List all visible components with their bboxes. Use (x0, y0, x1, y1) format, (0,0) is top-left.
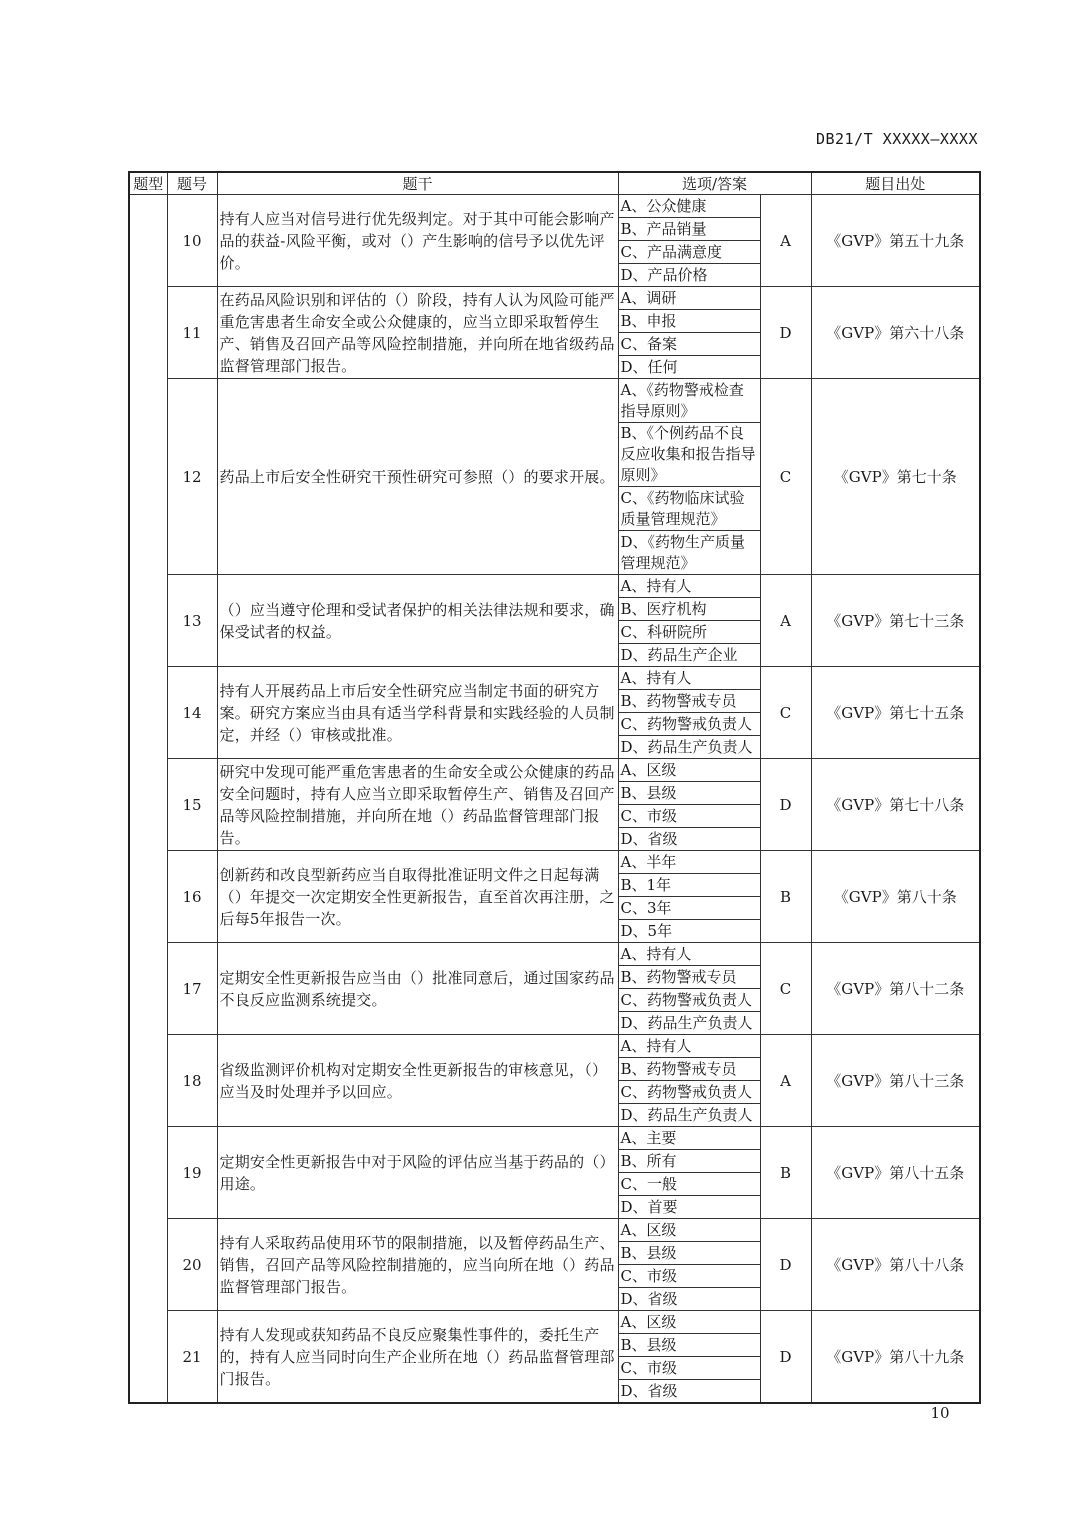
column-header-source: 题目出处 (811, 172, 980, 195)
table-row (129, 195, 980, 218)
option-cell: D、任何 (618, 356, 760, 379)
answer-cell: D (760, 287, 811, 379)
column-header-type: 题型 (129, 172, 167, 195)
option-cell: A、持有人 (618, 667, 760, 690)
question-stem: （）应当遵守伦理和受试者保护的相关法律法规和要求，确保受试者的权益。 (217, 575, 618, 667)
option-cell: B、申报 (618, 310, 760, 333)
source-cell: 《GVP》第七十八条 (811, 759, 980, 851)
option-cell: C、药物警戒负责人 (618, 1081, 760, 1104)
table-row (129, 1035, 980, 1058)
source-cell: 《GVP》第八十九条 (811, 1311, 980, 1404)
option-cell: C、产品满意度 (618, 241, 760, 264)
question-number: 20 (167, 1219, 217, 1311)
source-cell: 《GVP》第五十九条 (811, 195, 980, 287)
answer-cell: D (760, 1311, 811, 1404)
question-stem: 药品上市后安全性研究干预性研究可参照（）的要求开展。 (217, 379, 618, 575)
source-cell: 《GVP》第八十三条 (811, 1035, 980, 1127)
question-table (128, 171, 981, 1404)
option-cell: D、药品生产企业 (618, 644, 760, 667)
option-cell: D、《药物生产质量管理规范》 (618, 531, 760, 575)
question-stem: 持有人开展药品上市后安全性研究应当制定书面的研究方案。研究方案应当由具有适当学科背景和实践经验的人员制定，并经（）审核或批准。 (217, 667, 618, 759)
question-type-cell (129, 195, 167, 1404)
question-stem: 研究中发现可能严重危害患者的生命安全或公众健康的药品安全问题时，持有人应当立即采取暂停生产、销售及召回产品等风险控制措施，并向所在地（）药品监督管理部门报告。 (217, 759, 618, 851)
question-number: 15 (167, 759, 217, 851)
table-row (129, 943, 980, 966)
page-number: 10 (930, 1404, 950, 1422)
option-cell: C、药物警戒负责人 (618, 713, 760, 736)
option-cell: B、所有 (618, 1150, 760, 1173)
table-header-row (129, 172, 980, 195)
option-cell: A、主要 (618, 1127, 760, 1150)
answer-cell: C (760, 667, 811, 759)
option-cell: C、《药物临床试验质量管理规范》 (618, 487, 760, 531)
answer-cell: D (760, 759, 811, 851)
option-cell: C、市级 (618, 805, 760, 828)
table-row (129, 667, 980, 690)
option-cell: A、持有人 (618, 575, 760, 598)
answer-cell: D (760, 1219, 811, 1311)
option-cell: C、市级 (618, 1357, 760, 1380)
table-row (129, 1311, 980, 1334)
option-cell: B、1年 (618, 874, 760, 897)
table-row (129, 759, 980, 782)
answer-cell: C (760, 943, 811, 1035)
source-cell: 《GVP》第七十条 (811, 379, 980, 575)
question-number: 18 (167, 1035, 217, 1127)
option-cell: A、半年 (618, 851, 760, 874)
option-cell: D、5年 (618, 920, 760, 943)
source-cell: 《GVP》第七十五条 (811, 667, 980, 759)
option-cell: B、县级 (618, 1242, 760, 1265)
option-cell: A、持有人 (618, 943, 760, 966)
option-cell: B、产品销量 (618, 218, 760, 241)
source-cell: 《GVP》第六十八条 (811, 287, 980, 379)
option-cell: A、公众健康 (618, 195, 760, 218)
option-cell: D、药品生产负责人 (618, 1104, 760, 1127)
option-cell: D、省级 (618, 828, 760, 851)
question-number: 21 (167, 1311, 217, 1404)
column-header-options: 选项/答案 (618, 172, 811, 195)
question-stem: 持有人发现或获知药品不良反应聚集性事件的，委托生产的，持有人应当同时向生产企业所在地（）药品监督管理部门报告。 (217, 1311, 618, 1404)
option-cell: D、药品生产负责人 (618, 1012, 760, 1035)
option-cell: B、县级 (618, 1334, 760, 1357)
source-cell: 《GVP》第七十三条 (811, 575, 980, 667)
column-header-number: 题号 (167, 172, 217, 195)
question-number: 16 (167, 851, 217, 943)
question-stem: 持有人采取药品使用环节的限制措施，以及暂停药品生产、销售，召回产品等风险控制措施的，应当向所在地（）药品监督管理部门报告。 (217, 1219, 618, 1311)
table-row (129, 1219, 980, 1242)
option-cell: A、《药物警戒检查指导原则》 (618, 379, 760, 423)
question-stem: 定期安全性更新报告中对于风险的评估应当基于药品的（）用途。 (217, 1127, 618, 1219)
option-cell: B、医疗机构 (618, 598, 760, 621)
answer-cell: B (760, 851, 811, 943)
answer-cell: A (760, 1035, 811, 1127)
option-cell: D、首要 (618, 1196, 760, 1219)
option-cell: C、备案 (618, 333, 760, 356)
question-body (129, 195, 980, 1404)
option-cell: B、县级 (618, 782, 760, 805)
table-row (129, 379, 980, 423)
table-row (129, 287, 980, 310)
question-stem: 省级监测评价机构对定期安全性更新报告的审核意见，（）应当及时处理并予以回应。 (217, 1035, 618, 1127)
question-number: 17 (167, 943, 217, 1035)
option-cell: A、持有人 (618, 1035, 760, 1058)
answer-cell: B (760, 1127, 811, 1219)
source-cell: 《GVP》第八十五条 (811, 1127, 980, 1219)
option-cell: D、药品生产负责人 (618, 736, 760, 759)
question-number: 11 (167, 287, 217, 379)
question-stem: 创新药和改良型新药应当自取得批准证明文件之日起每满（）年提交一次定期安全性更新报告，直至首次再注册，之后每5年报告一次。 (217, 851, 618, 943)
option-cell: B、《个例药品不良反应收集和报告指导原则》 (618, 423, 760, 487)
source-cell: 《GVP》第八十条 (811, 851, 980, 943)
option-cell: C、药物警戒负责人 (618, 989, 760, 1012)
question-number: 13 (167, 575, 217, 667)
answer-cell: A (760, 575, 811, 667)
option-cell: B、药物警戒专员 (618, 1058, 760, 1081)
column-header-stem: 题干 (217, 172, 618, 195)
source-cell: 《GVP》第八十八条 (811, 1219, 980, 1311)
option-cell: A、区级 (618, 759, 760, 782)
question-number: 19 (167, 1127, 217, 1219)
answer-cell: A (760, 195, 811, 287)
standard-code: DB21/T XXXXX—XXXX (815, 130, 978, 148)
question-stem: 在药品风险识别和评估的（）阶段，持有人认为风险可能严重危害患者生命安全或公众健康的，应当立即采取暂停生产、销售及召回产品等风险控制措施，并向所在地省级药品监督管理部门报告。 (217, 287, 618, 379)
question-number: 14 (167, 667, 217, 759)
table-row (129, 1127, 980, 1150)
question-stem: 持有人应当对信号进行优先级判定。对于其中可能会影响产品的获益-风险平衡，或对（）产生影响的信号予以优先评价。 (217, 195, 618, 287)
table-row (129, 575, 980, 598)
option-cell: C、科研院所 (618, 621, 760, 644)
option-cell: D、省级 (618, 1288, 760, 1311)
option-cell: A、区级 (618, 1219, 760, 1242)
option-cell: A、调研 (618, 287, 760, 310)
option-cell: D、产品价格 (618, 264, 760, 287)
option-cell: C、3年 (618, 897, 760, 920)
question-stem: 定期安全性更新报告应当由（）批准同意后，通过国家药品不良反应监测系统提交。 (217, 943, 618, 1035)
question-number: 12 (167, 379, 217, 575)
option-cell: B、药物警戒专员 (618, 966, 760, 989)
option-cell: B、药物警戒专员 (618, 690, 760, 713)
option-cell: D、省级 (618, 1380, 760, 1404)
option-cell: A、区级 (618, 1311, 760, 1334)
option-cell: C、市级 (618, 1265, 760, 1288)
table-row (129, 851, 980, 874)
answer-cell: C (760, 379, 811, 575)
source-cell: 《GVP》第八十二条 (811, 943, 980, 1035)
question-number: 10 (167, 195, 217, 287)
option-cell: C、一般 (618, 1173, 760, 1196)
